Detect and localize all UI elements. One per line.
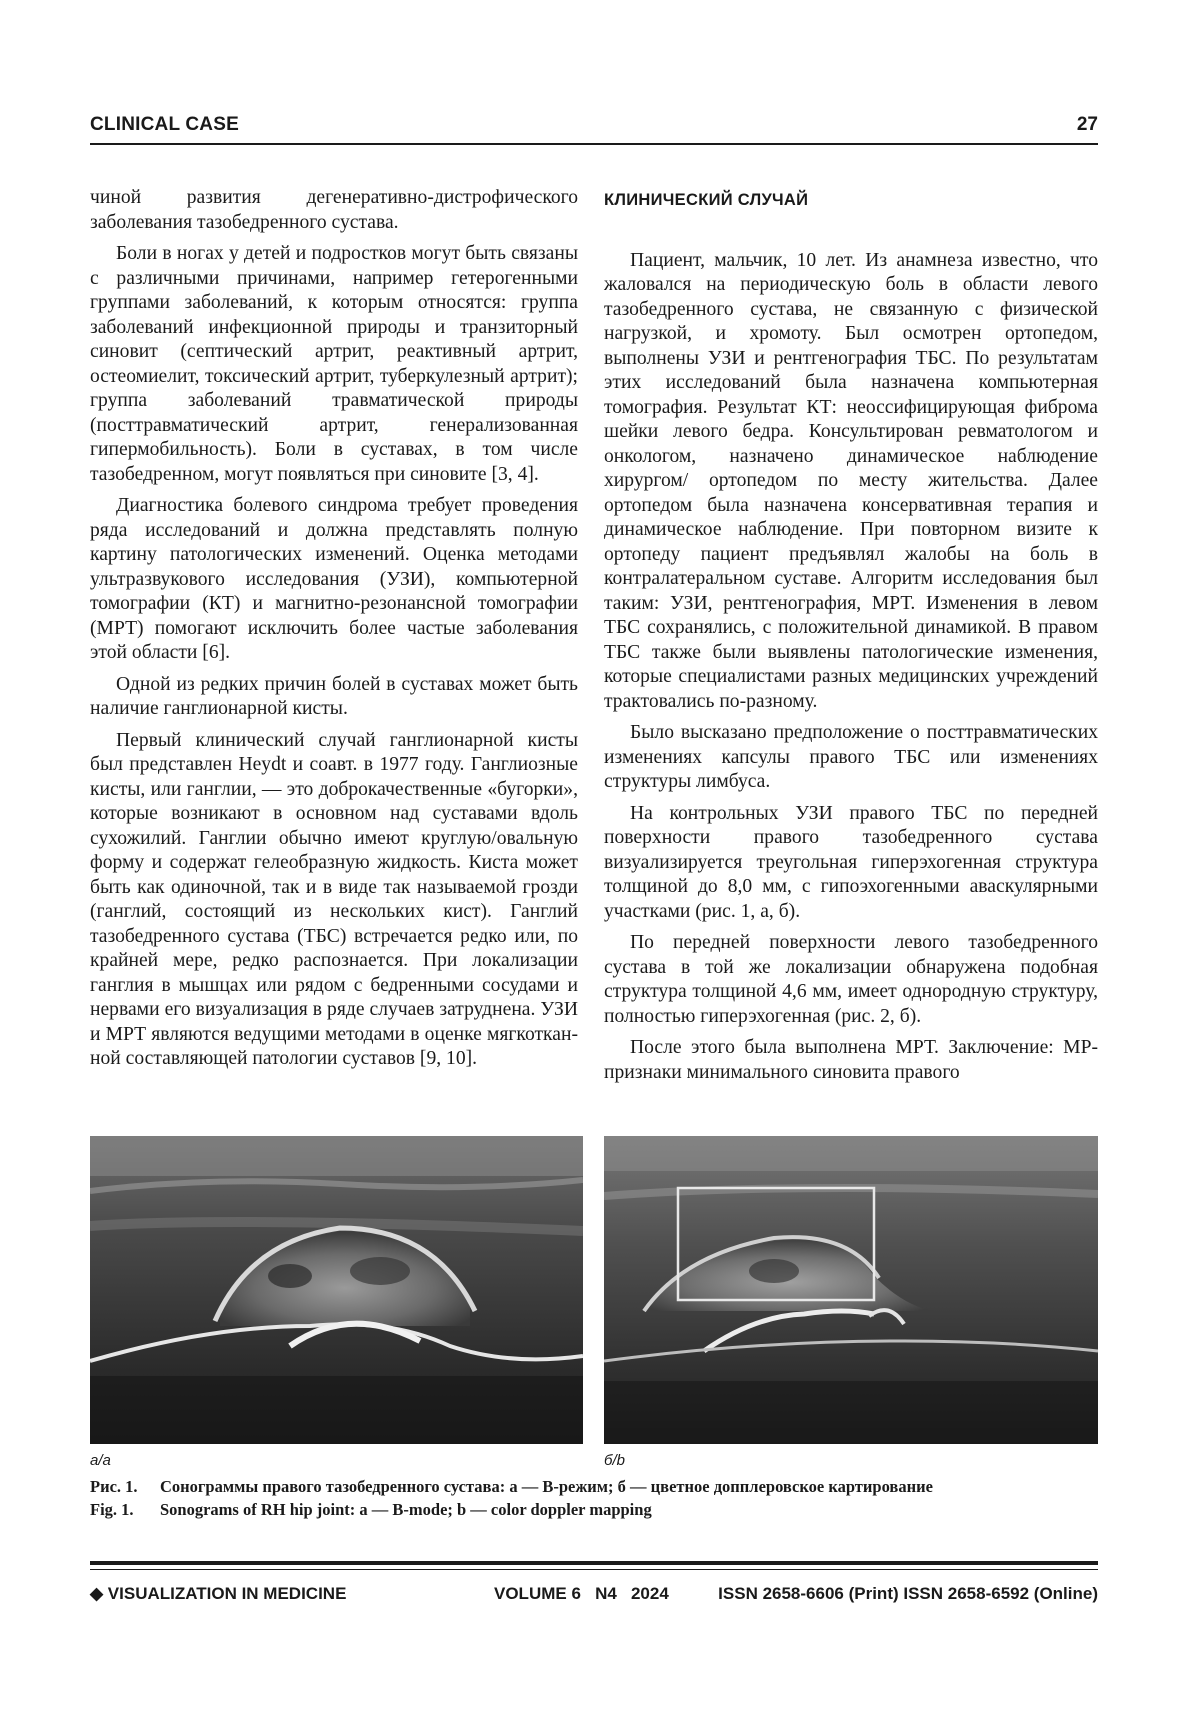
paragraph: Боли в ногах у детей и подростков могут быть связаны с различными причинами, например гетерогенными группами заболеваний, к которым относятся: группа заболеваний инфекционной природы и транзиторный синовит (септический артрит, реактивный артрит, остеомиелит, токсический артрит, туберкулезный артрит); группа заболеваний травматической природы (посттравматический артрит, генерализованная гипермобильность). Боли в суставах, в том числе тазобедренном, могут появляться при синовите [3, 4]. (90, 243, 578, 485)
figure-caption-en (90, 1499, 1098, 1521)
running-header (90, 112, 1098, 142)
section-label: CLINICAL CASE (90, 114, 239, 135)
paragraph: Первый клинический случай ганглионарной кисты был представлен Heydt и соавт. в 1977 году. Ганглиозные кисты, или ганглии, — это доброкачественные «бугорки», которые возникают в основном над суставами вдоль сухожилий. Ганглии обычно имеют круглую/овальную форму и содержат гелеобразную жидкость. Киста может быть как одиночной, так и в виде так называемой грозди (ганглий, состоящий из нескольких кист). Ганглий тазобедренного сустава (ТБС) встречается редко или, по крайней мере, редко распознается. При локализации ганглия в мышцах или рядом с бедренными сосудами и нервами его визуализация в ряде случаев затруднена. УЗИ и МРТ являются ведущими методами в оценке мягкотканной составляющей патологии суставов [9, 10]. (90, 729, 578, 1069)
left-column (90, 186, 578, 1079)
caption-number-en: Fig. 1. (90, 1500, 134, 1519)
paragraph: Пациент, мальчик, 10 лет. Из анамнеза известно, что жаловался на периодическую боль в области левого тазобедренного сустава, не связанную с физической нагрузкой, и хромоту. Был осмотрен ортопедом, выполнены УЗИ и рентгенография ТБС. По результатам этих исследований была назначена компьютерная томография. Результат КТ: неоссифицирующая фиброма шейки левого бедра. Консультирован ревматологом и онкологом, назначено динамическое наблюдение хирургом/ ортопедом по месту жительства. Далее ортопедом была назначена консервативная терапия и динамическое наблюдение. При повторном визите к ортопеду пациент предъявлял жалобы на боль в контралатеральном суставе. Алгоритм исследования был таким: УЗИ, рентгенография, МРТ. Изменения в левом ТБС сохранялись, с положительной динамикой. В правом ТБС также были выявлены патологические изменения, которые специалистами разных медицинских учреждений трактовались по-разному. (604, 249, 1098, 712)
caption-number-ru: Рис. 1. (90, 1477, 138, 1496)
caption-text-en: Sonograms of RH hip joint: a — B-mode; b — color doppler mapping (160, 1500, 652, 1519)
paragraph: Диагностика болевого синдрома требует проведения ряда исследований и должна представлять полную картину патологических изменений. Оценка методами ультразвукового исследования (УЗИ), компьютерной томографии (КТ) и магнитно-резонансной томографии (МРТ) помогают исключить более частые заболевания этой области [6]. (90, 495, 578, 663)
caption-text-ru: Сонограммы правого тазобедренного сустава: а — В-режим; б — цветное допплеровское картирование (160, 1477, 933, 1496)
sonogram-a-image (90, 1136, 583, 1444)
footer-rule-thin (90, 1569, 1098, 1570)
figure-caption-ru (90, 1476, 1098, 1498)
page-number: 27 (1076, 114, 1098, 135)
paragraph: Было высказано предположение о посттравматических изменениях капсулы правого ТБС или изменениях структуры лимбуса. (604, 722, 1098, 792)
issue-info: VOLUME 6 N4 2024 (494, 1584, 669, 1603)
footer-rule-thick (90, 1561, 1098, 1565)
paragraph: Одной из редких причин болей в суставах может быть наличие ганглионарной кисты. (90, 673, 578, 719)
right-column (604, 188, 1098, 1092)
paragraph: После этого была выполнена МРТ. Заключение: МР-признаки минимального синовита правого (604, 1037, 1098, 1083)
paragraph: чиной развития дегенеративно-дистрофического заболевания тазобедренного сустава. (90, 187, 578, 233)
paragraph: По передней поверхности левого тазобедренного сустава в той же локализации обнаружена подобная структура толщиной 4,6 мм, имеет однородную структуру, полностью гиперэхогенная (рис. 2, б). (604, 932, 1098, 1027)
issn-info: ISSN 2658-6606 (Print) ISSN 2658-6592 (Online) (718, 1584, 1098, 1603)
figure-label-b: б/b (604, 1452, 625, 1469)
sonogram-b-image (604, 1136, 1098, 1444)
figure-label-a: а/a (90, 1452, 111, 1469)
section-title: КЛИНИЧЕСКИЙ СЛУЧАЙ (604, 191, 809, 209)
journal-name: ◆ VISUALIZATION IN MEDICINE (90, 1584, 347, 1603)
header-rule (90, 143, 1098, 145)
paragraph: На контрольных УЗИ правого ТБС по передней поверхности правого тазобедренного сустава визуализируется треугольная гиперэхогенная структура толщиной до 8,0 мм, с гипоэхогенными аваскулярными участками (рис. 1, а, б). (604, 802, 1098, 922)
